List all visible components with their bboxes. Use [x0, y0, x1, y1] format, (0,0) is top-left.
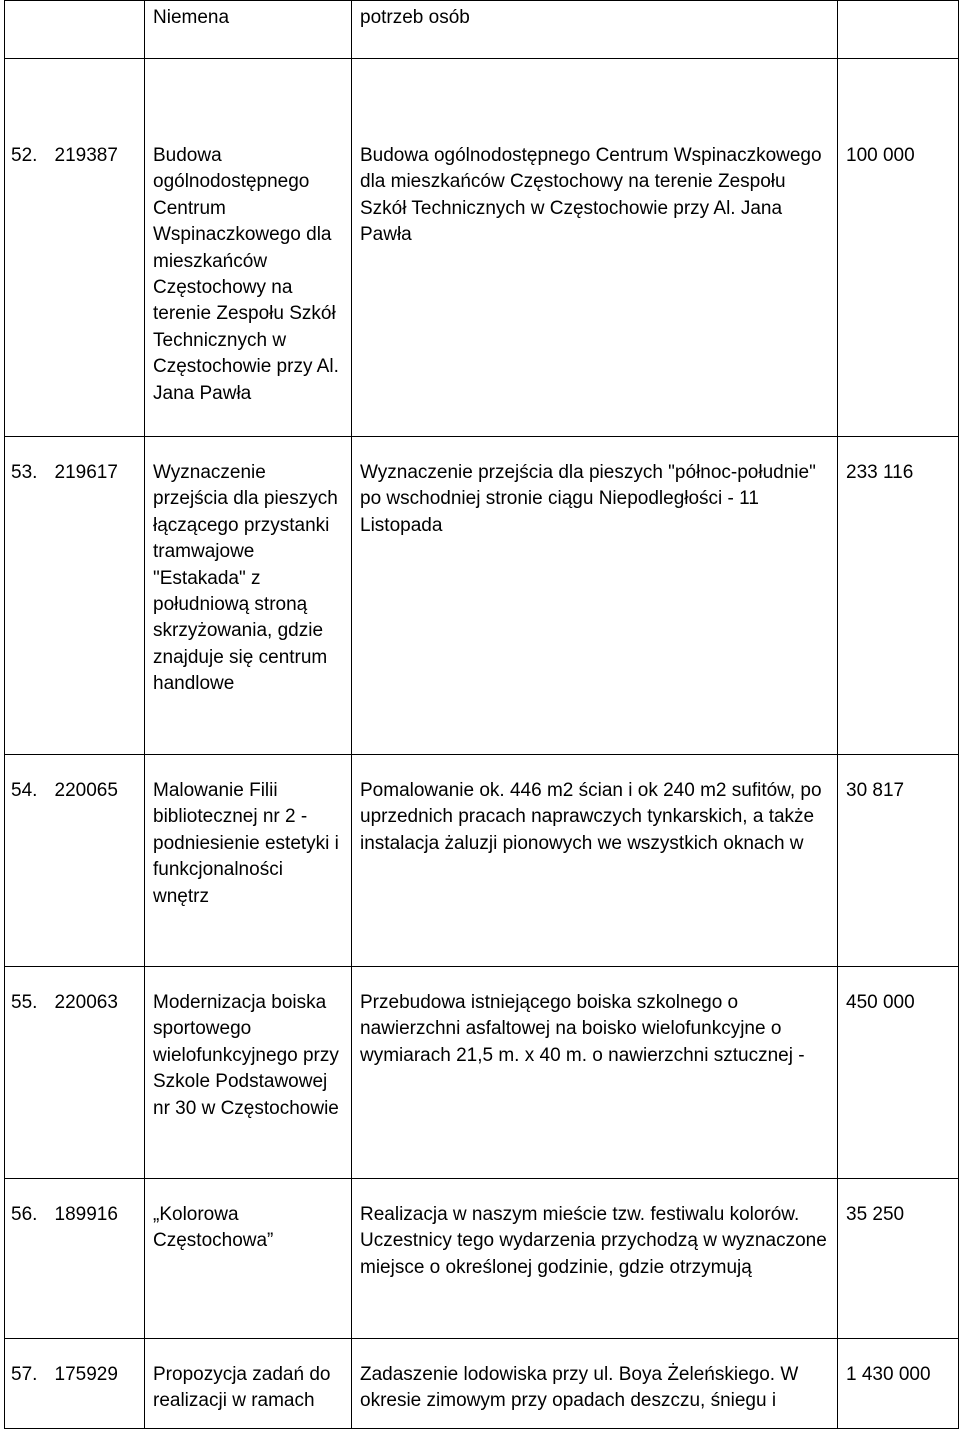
cell-title: Niemena [145, 1, 352, 59]
table-row [5, 437, 959, 755]
cell-title: Modernizacja boiska sportowego wielofunkcyjnego przy Szkole Podstawowej nr 30 w Częstochowie [145, 967, 352, 1179]
cell-nr: 57. [5, 1339, 51, 1429]
cell-cost: 1 430 000 [838, 1339, 959, 1429]
cell-title: Budowa ogólnodostępnego Centrum Wspinaczkowego dla mieszkańców Częstochowy na terenie Zespołu Szkół Technicznych w Częstochowie przy Al. Jana Pawła [145, 59, 352, 437]
cell-nr: 56. [5, 1179, 51, 1339]
cell-nr [5, 1, 51, 59]
cell-description: Przebudowa istniejącego boiska szkolnego o nawierzchni asfaltowej na boisko wielofunkcyjne o wymiarach 21,5 m. x 40 m. o nawierzchni sztucznej - [352, 967, 838, 1179]
table-row-continuation [5, 1, 959, 59]
cell-cost: 450 000 [838, 967, 959, 1179]
cell-id: 175929 [51, 1339, 145, 1429]
table-row [5, 1179, 959, 1339]
cell-id: 220063 [51, 967, 145, 1179]
cell-cost: 30 817 [838, 755, 959, 967]
cell-title: Propozycja zadań do realizacji w ramach [145, 1339, 352, 1429]
cell-cost [838, 1, 959, 59]
cell-description: Pomalowanie ok. 446 m2 ścian i ok 240 m2 sufitów, po uprzednich pracach naprawczych tynkarskich, a także instalacja żaluzji pionowych we wszystkich oknach w [352, 755, 838, 967]
cell-id [51, 1, 145, 59]
projects-table [4, 0, 959, 1429]
table-row [5, 755, 959, 967]
cell-description: Realizacja w naszym mieście tzw. festiwalu kolorów. Uczestnicy tego wydarzenia przychodzą w wyznaczone miejsce o określonej godzinie, gdzie otrzymują [352, 1179, 838, 1339]
table-row [5, 1339, 959, 1429]
cell-nr: 55. [5, 967, 51, 1179]
cell-description: Budowa ogólnodostępnego Centrum Wspinaczkowego dla mieszkańców Częstochowy na terenie Zespołu Szkół Technicznych w Częstochowie przy Al. Jana Pawła [352, 59, 838, 437]
table-row [5, 59, 959, 437]
table-row [5, 967, 959, 1179]
cell-id: 220065 [51, 755, 145, 967]
cell-nr: 52. [5, 59, 51, 437]
cell-nr: 53. [5, 437, 51, 755]
cell-id: 219387 [51, 59, 145, 437]
cell-description: Wyznaczenie przejścia dla pieszych "północ-południe" po wschodniej stronie ciągu Niepodległości - 11 Listopada [352, 437, 838, 755]
cell-title: „Kolorowa Częstochowa” [145, 1179, 352, 1339]
cell-cost: 100 000 [838, 59, 959, 437]
cell-id: 219617 [51, 437, 145, 755]
cell-cost: 35 250 [838, 1179, 959, 1339]
document-page [4, 0, 958, 1429]
cell-nr: 54. [5, 755, 51, 967]
cell-title: Malowanie Filii bibliotecznej nr 2 - podniesienie estetyki i funkcjonalności wnętrz [145, 755, 352, 967]
cell-id: 189916 [51, 1179, 145, 1339]
cell-description: Zadaszenie lodowiska przy ul. Boya Żeleńskiego. W okresie zimowym przy opadach deszczu, śniegu i [352, 1339, 838, 1429]
cell-description: potrzeb osób [352, 1, 838, 59]
cell-cost: 233 116 [838, 437, 959, 755]
cell-title: Wyznaczenie przejścia dla pieszych łączącego przystanki tramwajowe "Estakada" z południową stroną skrzyżowania, gdzie znajduje się centrum handlowe [145, 437, 352, 755]
